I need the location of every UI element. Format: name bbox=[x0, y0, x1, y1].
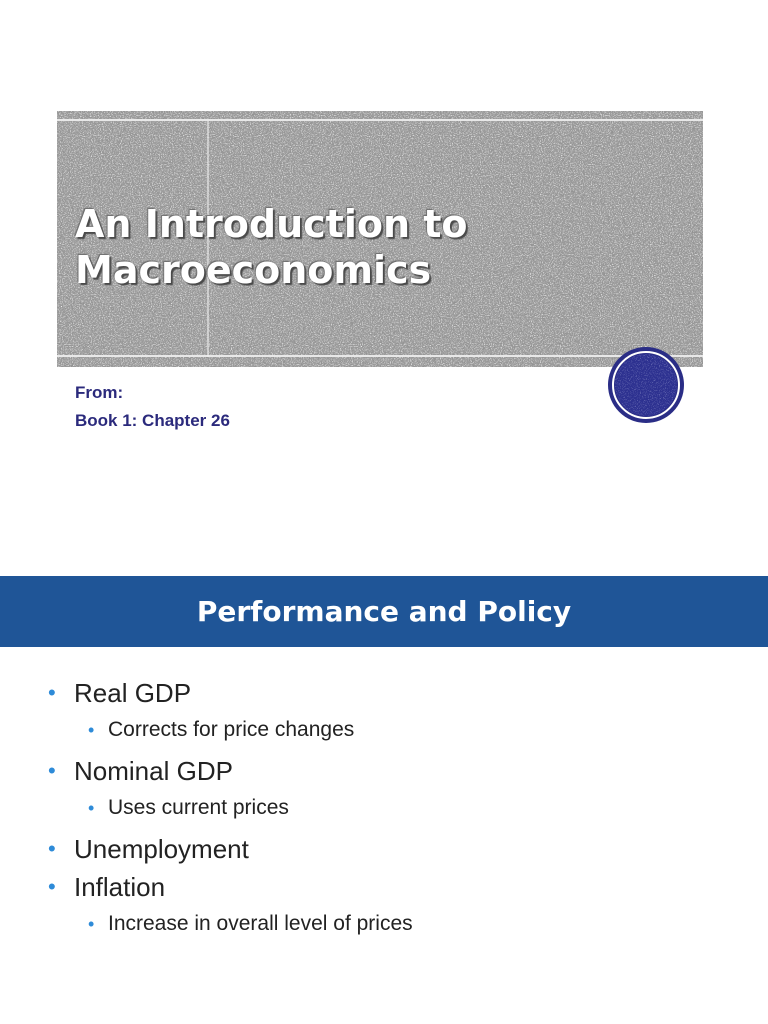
subtitle-from: From: bbox=[75, 383, 124, 402]
sub-bullet-text: Uses current prices bbox=[108, 796, 289, 819]
bullet-dot: • bbox=[48, 874, 56, 899]
title-line-2: Macroeconomics bbox=[75, 248, 432, 292]
bullet-real-gdp bbox=[48, 674, 728, 712]
bullet-dot: • bbox=[48, 680, 56, 705]
bullet-unemployment bbox=[48, 830, 728, 868]
sub-bullet-text: Corrects for price changes bbox=[108, 718, 355, 741]
sub-bullet-dot: • bbox=[88, 914, 95, 934]
bullet-dot: • bbox=[48, 836, 56, 861]
sub-bullet-current-prices bbox=[48, 790, 728, 826]
subtitle-block bbox=[75, 379, 495, 435]
bullet-text: Nominal GDP bbox=[74, 756, 233, 786]
slide-title bbox=[75, 201, 685, 293]
sub-bullet-corrects-price bbox=[48, 712, 728, 748]
banner-top-rule bbox=[57, 119, 703, 121]
subtitle-chapter: Book 1: Chapter 26 bbox=[75, 411, 230, 430]
bullet-text: Real GDP bbox=[74, 678, 192, 708]
bullet-text: Unemployment bbox=[74, 834, 249, 864]
title-banner bbox=[57, 111, 703, 367]
sub-bullet-dot: • bbox=[88, 798, 95, 818]
sub-bullet-text: Increase in overall level of prices bbox=[108, 912, 413, 935]
header-title: Performance and Policy bbox=[196, 595, 572, 628]
sub-bullet-dot: • bbox=[88, 720, 95, 740]
bullet-list bbox=[48, 674, 728, 946]
bullet-dot: • bbox=[48, 758, 56, 783]
bullet-nominal-gdp bbox=[48, 752, 728, 790]
bullet-text: Inflation bbox=[74, 872, 166, 902]
content-slide bbox=[0, 576, 768, 1024]
title-line-1: An Introduction to bbox=[75, 202, 468, 246]
bullet-inflation bbox=[48, 868, 728, 906]
sub-bullet-price-level bbox=[48, 906, 728, 942]
circular-seal-icon bbox=[605, 344, 687, 426]
header-bar bbox=[0, 576, 768, 647]
